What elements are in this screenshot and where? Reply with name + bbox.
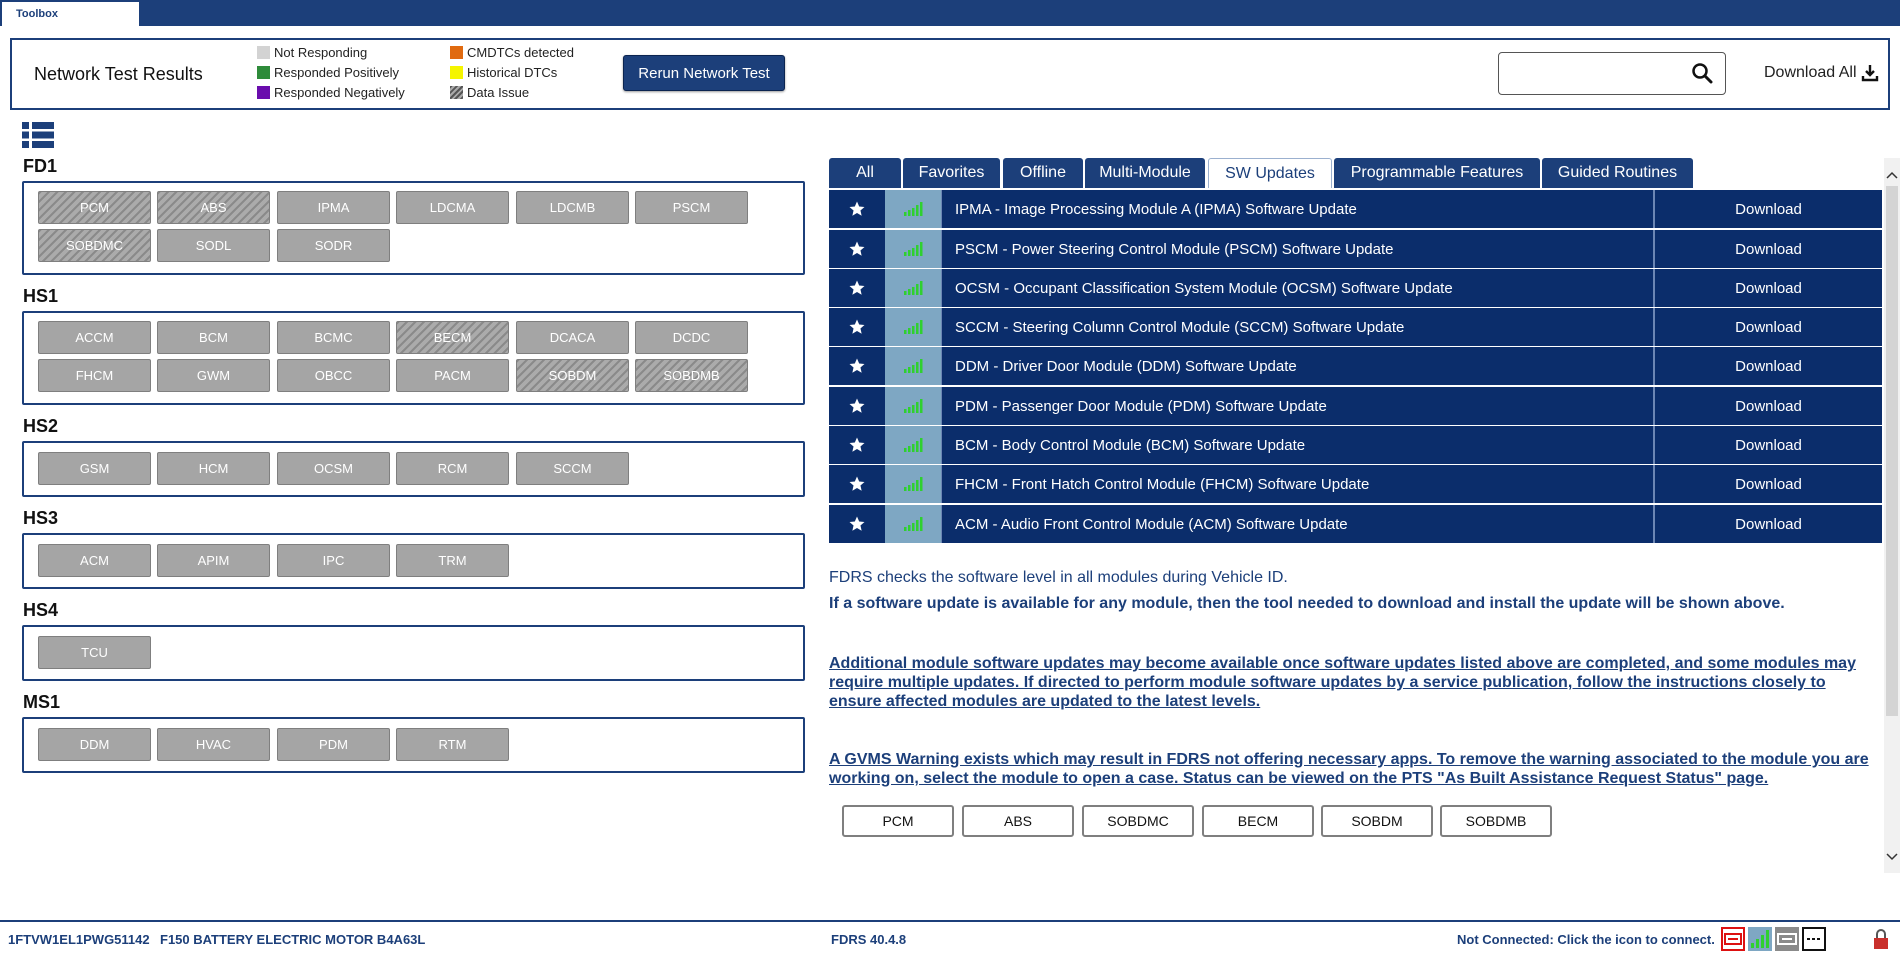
legend-not-responding [257, 45, 367, 60]
group-label-hs2: HS2 [23, 416, 59, 436]
group-label-hs1: HS1 [23, 286, 59, 306]
favorite-star-icon[interactable] [829, 426, 886, 464]
module-sccm[interactable]: SCCM [516, 452, 629, 485]
sw-update-row [829, 426, 1882, 464]
module-acm[interactable]: ACM [38, 544, 151, 577]
module-abs[interactable]: ABS [157, 191, 270, 224]
sw-update-row [829, 269, 1882, 307]
sw-update-row [829, 308, 1882, 346]
tab-all[interactable]: All [829, 158, 901, 188]
legend-responded-positively [257, 65, 399, 80]
search-icon[interactable] [1691, 62, 1713, 84]
module-ipma[interactable]: IPMA [277, 191, 390, 224]
signal-strength-icon [885, 505, 942, 543]
tab-offline[interactable]: Offline [1003, 158, 1083, 188]
legend-label: CMDTCs detected [467, 45, 574, 60]
page-title: Network Test Results [34, 64, 203, 84]
download-all-button[interactable] [1764, 64, 1879, 82]
favorite-star-icon[interactable] [829, 190, 886, 228]
signal-strength-icon [885, 230, 942, 268]
version-label: FDRS 40.4.8 [831, 932, 907, 947]
scrollbar-thumb[interactable] [1886, 186, 1898, 716]
sw-update-name[interactable]: BCM - Body Control Module (BCM) Software Update [955, 436, 1306, 454]
legend-swatch [450, 86, 463, 99]
sw-update-name[interactable]: DDM - Driver Door Module (DDM) Software Update [955, 357, 1297, 375]
gvms-warning-link[interactable]: A GVMS Warning exists which may result in FDRS not offering necessary apps. To remove the warning associated to the module you are working on, select the module to open a case. Status can be viewed on the PTS "As Built Assistance Request Status" page. [829, 751, 1869, 787]
group-box-hs3 [22, 533, 805, 589]
sw-update-name[interactable]: PDM - Passenger Door Module (PDM) Software Update [955, 397, 1327, 415]
group-box-hs1 [22, 311, 805, 405]
download-button[interactable]: Download [1735, 475, 1802, 493]
vci-disconnected-icon[interactable] [1721, 927, 1745, 951]
legend-label: Responded Negatively [274, 85, 405, 100]
module-pscm[interactable]: PSCM [635, 191, 748, 224]
gvms-module-button-sobdmb[interactable]: SOBDMB [1440, 805, 1552, 837]
group-label-fd1: FD1 [23, 156, 58, 176]
legend-label: Historical DTCs [467, 65, 558, 80]
sw-update-name[interactable]: FHCM - Front Hatch Control Module (FHCM) Software Update [955, 475, 1370, 493]
legend-cmdtcs [450, 45, 574, 60]
sw-update-name[interactable]: IPMA - Image Processing Module A (IPMA) Software Update [955, 200, 1357, 218]
module-sobdmb[interactable]: SOBDMB [635, 359, 748, 392]
sw-update-row [829, 190, 1882, 228]
module-gwm[interactable]: GWM [157, 359, 270, 392]
lock-icon[interactable] [1869, 927, 1893, 951]
list-view-icon[interactable] [22, 121, 54, 149]
module-dcdc[interactable]: DCDC [635, 321, 748, 354]
module-bcmc[interactable]: BCMC [277, 321, 390, 354]
group-label-hs4: HS4 [23, 600, 59, 620]
sw-update-name[interactable]: PSCM - Power Steering Control Module (PSCM) Software Update [955, 240, 1394, 258]
module-trm[interactable]: TRM [396, 544, 509, 577]
favorite-star-icon[interactable] [829, 230, 886, 268]
sw-update-row [829, 347, 1882, 385]
signal-strength-icon [885, 426, 942, 464]
info-text-bold: If a software update is available for any module, then the tool needed to download and install the update will be shown above. [829, 595, 1785, 612]
download-button[interactable]: Download [1735, 318, 1802, 336]
group-box-hs4 [22, 625, 805, 681]
sw-update-row [829, 505, 1882, 543]
module-sobdmc[interactable]: SOBDMC [38, 229, 151, 262]
module-ddm[interactable]: DDM [38, 728, 151, 761]
legend-responded-negatively [257, 85, 405, 100]
favorite-star-icon[interactable] [829, 347, 886, 385]
module-pdm[interactable]: PDM [277, 728, 390, 761]
network-adapter-icon[interactable] [1775, 927, 1799, 951]
legend-label: Data Issue [467, 85, 530, 100]
group-label-hs3: HS3 [23, 508, 59, 528]
module-dcaca[interactable]: DCACA [516, 321, 629, 354]
legend-swatch [257, 86, 270, 99]
module-fhcm[interactable]: FHCM [38, 359, 151, 392]
vehicle-label: F150 BATTERY ELECTRIC MOTOR B4A63L [160, 932, 426, 947]
module-ocsm[interactable]: OCSM [277, 452, 390, 485]
module-ipc[interactable]: IPC [277, 544, 390, 577]
download-button[interactable]: Download [1735, 279, 1802, 297]
sw-update-row [829, 387, 1882, 425]
app-tab-bar [0, 0, 1900, 26]
legend-historical-dtcs [450, 65, 557, 80]
dash-status-icon[interactable] [1802, 927, 1826, 951]
module-obcc[interactable]: OBCC [277, 359, 390, 392]
sw-update-row [829, 230, 1882, 268]
module-pacm[interactable]: PACM [396, 359, 509, 392]
tab-sw-updates[interactable]: SW Updates [1208, 158, 1332, 188]
module-sobdm[interactable]: SOBDM [516, 359, 629, 392]
module-tcu[interactable]: TCU [38, 636, 151, 669]
group-box-ms1 [22, 717, 805, 773]
connection-status: Not Connected: Click the icon to connect. [1457, 932, 1715, 947]
module-ldcma[interactable]: LDCMA [396, 191, 509, 224]
signal-strength-icon[interactable] [1748, 927, 1772, 951]
sw-update-name[interactable]: OCSM - Occupant Classification System Module (OCSM) Software Update [955, 279, 1453, 297]
download-button[interactable]: Download [1735, 357, 1802, 375]
signal-strength-icon [885, 308, 942, 346]
gvms-module-button-abs[interactable]: ABS [962, 805, 1074, 837]
signal-strength-icon [885, 387, 942, 425]
favorite-star-icon[interactable] [829, 387, 886, 425]
sw-update-name[interactable]: SCCM - Steering Column Control Module (SCCM) Software Update [955, 318, 1405, 336]
scroll-down-icon[interactable] [1886, 852, 1898, 862]
network-test-header [10, 38, 1890, 110]
module-bcm[interactable]: BCM [157, 321, 270, 354]
tab-programmable-features[interactable]: Programmable Features [1334, 158, 1540, 188]
signal-strength-icon [885, 347, 942, 385]
module-becm[interactable]: BECM [396, 321, 509, 354]
group-box-hs2 [22, 441, 805, 497]
module-hvac[interactable]: HVAC [157, 728, 270, 761]
group-box-fd1 [22, 181, 805, 275]
legend-label: Not Responding [274, 45, 368, 60]
legend-data-issue [450, 85, 529, 100]
status-bar-divider [0, 920, 1900, 922]
module-rtm[interactable]: RTM [396, 728, 509, 761]
legend-swatch [450, 46, 463, 59]
module-accm[interactable]: ACCM [38, 321, 151, 354]
module-gsm[interactable]: GSM [38, 452, 151, 485]
signal-strength-icon [885, 190, 942, 228]
legend-swatch [257, 66, 270, 79]
favorite-star-icon[interactable] [829, 505, 886, 543]
download-all-label: Download All [1764, 64, 1857, 81]
favorite-star-icon[interactable] [829, 269, 886, 307]
module-rcm[interactable]: RCM [396, 452, 509, 485]
module-sodr[interactable]: SODR [277, 229, 390, 262]
module-pcm[interactable]: PCM [38, 191, 151, 224]
tab-multi-module[interactable]: Multi-Module [1085, 158, 1205, 188]
scroll-up-icon[interactable] [1886, 170, 1898, 180]
sw-update-row [829, 465, 1882, 503]
rerun-network-test-button[interactable]: Rerun Network Test [623, 55, 785, 91]
gvms-module-button-sobdm[interactable]: SOBDM [1321, 805, 1433, 837]
info-text: FDRS checks the software level in all modules during Vehicle ID. [829, 569, 1288, 586]
tab-favorites[interactable]: Favorites [903, 158, 1000, 188]
legend-label: Responded Positively [274, 65, 400, 80]
legend-swatch [257, 46, 270, 59]
vin-label: 1FTVW1EL1PWG51142 [8, 932, 150, 947]
legend-swatch [450, 66, 463, 79]
gvms-module-button-sobdmc[interactable]: SOBDMC [1082, 805, 1194, 837]
download-button[interactable]: Download [1735, 397, 1802, 415]
gvms-module-button-pcm[interactable]: PCM [842, 805, 954, 837]
module-apim[interactable]: APIM [157, 544, 270, 577]
module-sodl[interactable]: SODL [157, 229, 270, 262]
signal-strength-icon [885, 465, 942, 503]
download-button[interactable]: Download [1735, 240, 1802, 258]
favorite-star-icon[interactable] [829, 465, 886, 503]
module-ldcmb[interactable]: LDCMB [516, 191, 629, 224]
software-updates-notice-link[interactable]: Additional module software updates may become available once software updates listed above are completed, and some modules may require multiple updates. If directed to perform module software updates by a service publication, follow the instructions closely to ensure affected modules are updated to the latest levels. [829, 655, 1856, 710]
download-icon [1861, 64, 1879, 82]
group-label-ms1: MS1 [23, 692, 61, 712]
sw-update-name[interactable]: ACM - Audio Front Control Module (ACM) Software Update [955, 515, 1348, 533]
tab-guided-routines[interactable]: Guided Routines [1542, 158, 1693, 188]
signal-strength-icon [885, 269, 942, 307]
download-button[interactable]: Download [1735, 436, 1802, 454]
gvms-module-button-becm[interactable]: BECM [1202, 805, 1314, 837]
tab-toolbox[interactable]: Toolbox [2, 2, 139, 26]
download-button[interactable]: Download [1735, 200, 1802, 218]
download-button[interactable]: Download [1735, 515, 1802, 533]
favorite-star-icon[interactable] [829, 308, 886, 346]
search-input[interactable] [1498, 52, 1726, 95]
module-hcm[interactable]: HCM [157, 452, 270, 485]
